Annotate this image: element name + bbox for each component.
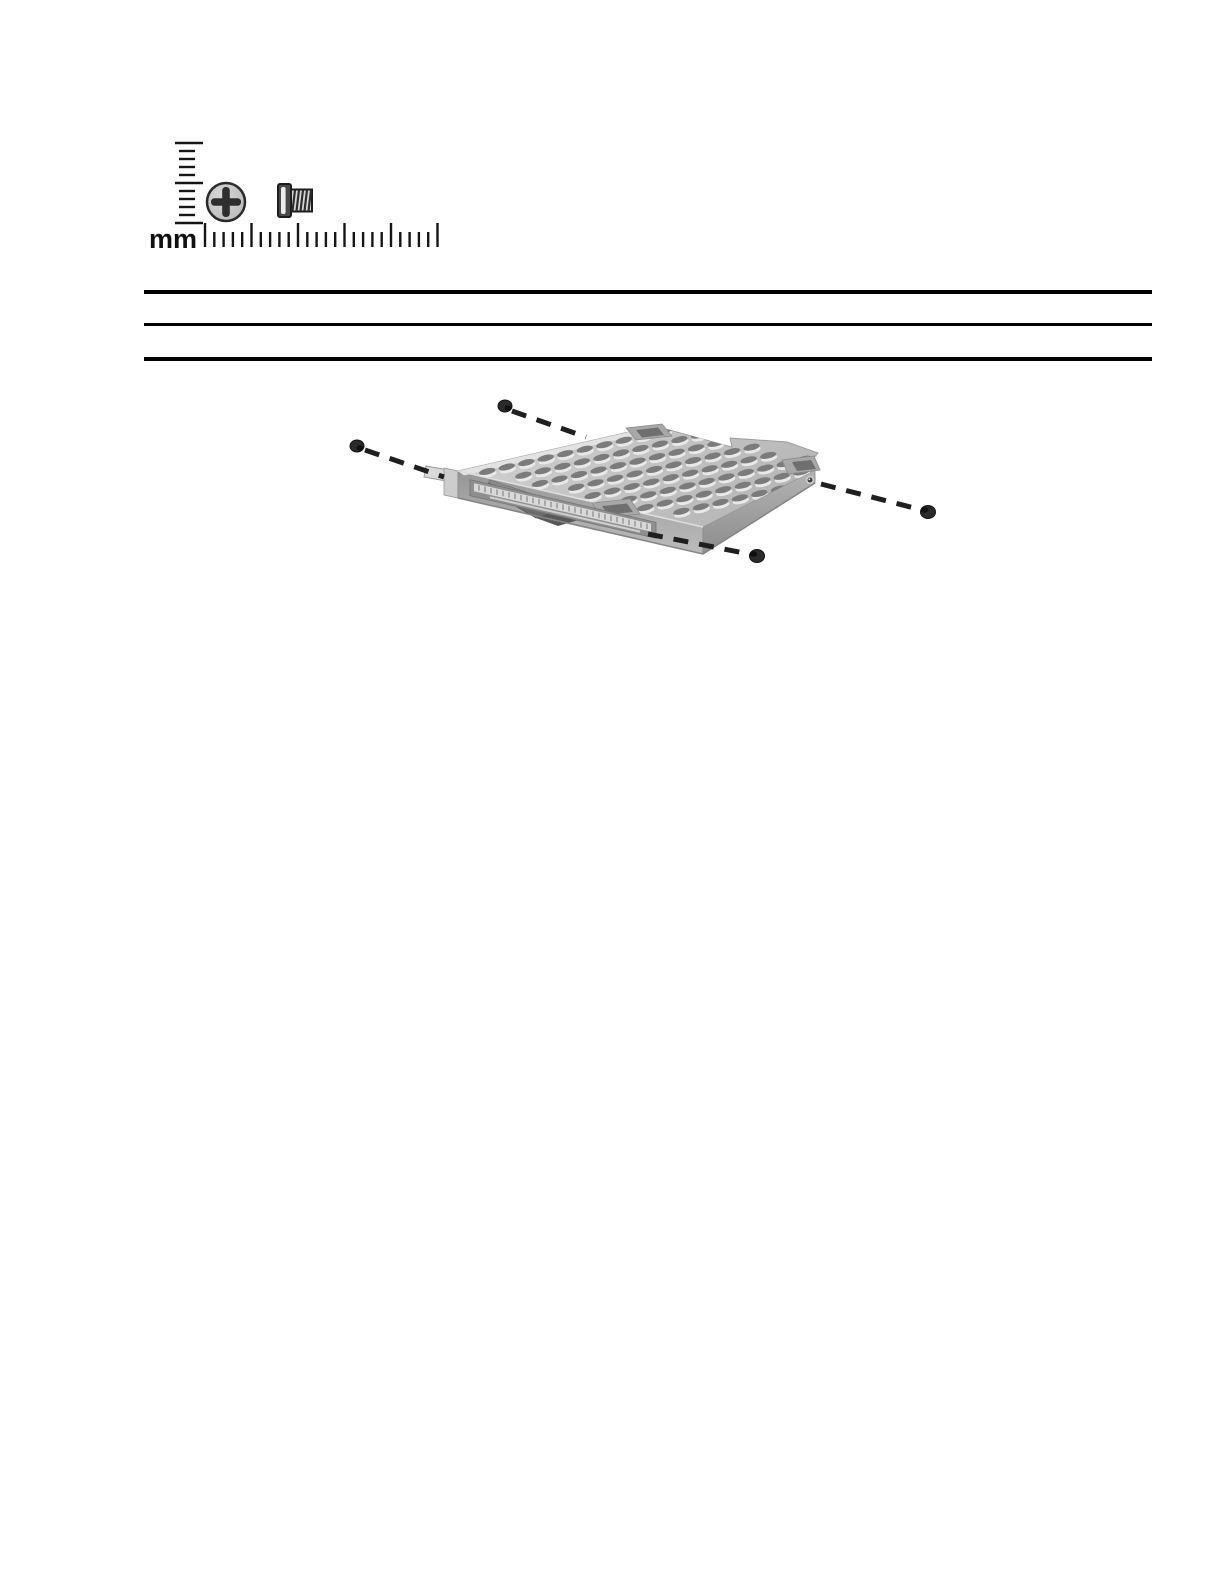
bracket-body xyxy=(424,424,867,554)
screw-side-view-icon xyxy=(278,184,312,217)
mm-unit-label: mm xyxy=(149,224,198,253)
table-rule-bottom xyxy=(144,357,1152,361)
screw-icon-bottom xyxy=(750,550,765,563)
screw-icon-right xyxy=(921,506,936,519)
bracket-illustration xyxy=(340,390,940,575)
screw-path-right xyxy=(821,484,918,509)
screw-icon-left xyxy=(350,440,364,452)
screw-path-top xyxy=(512,411,586,437)
hard-drive-bracket-figure xyxy=(340,390,940,575)
table-rule-top xyxy=(144,290,1152,294)
screw-icon-top xyxy=(498,400,512,412)
screw-size-legend-graphic xyxy=(145,128,445,253)
table-rule-middle xyxy=(144,323,1152,326)
horizontal-ruler-icon xyxy=(205,223,438,247)
phillips-screw-head-icon xyxy=(207,183,245,221)
vertical-ruler-icon xyxy=(175,143,203,223)
screw-size-legend xyxy=(145,128,445,253)
